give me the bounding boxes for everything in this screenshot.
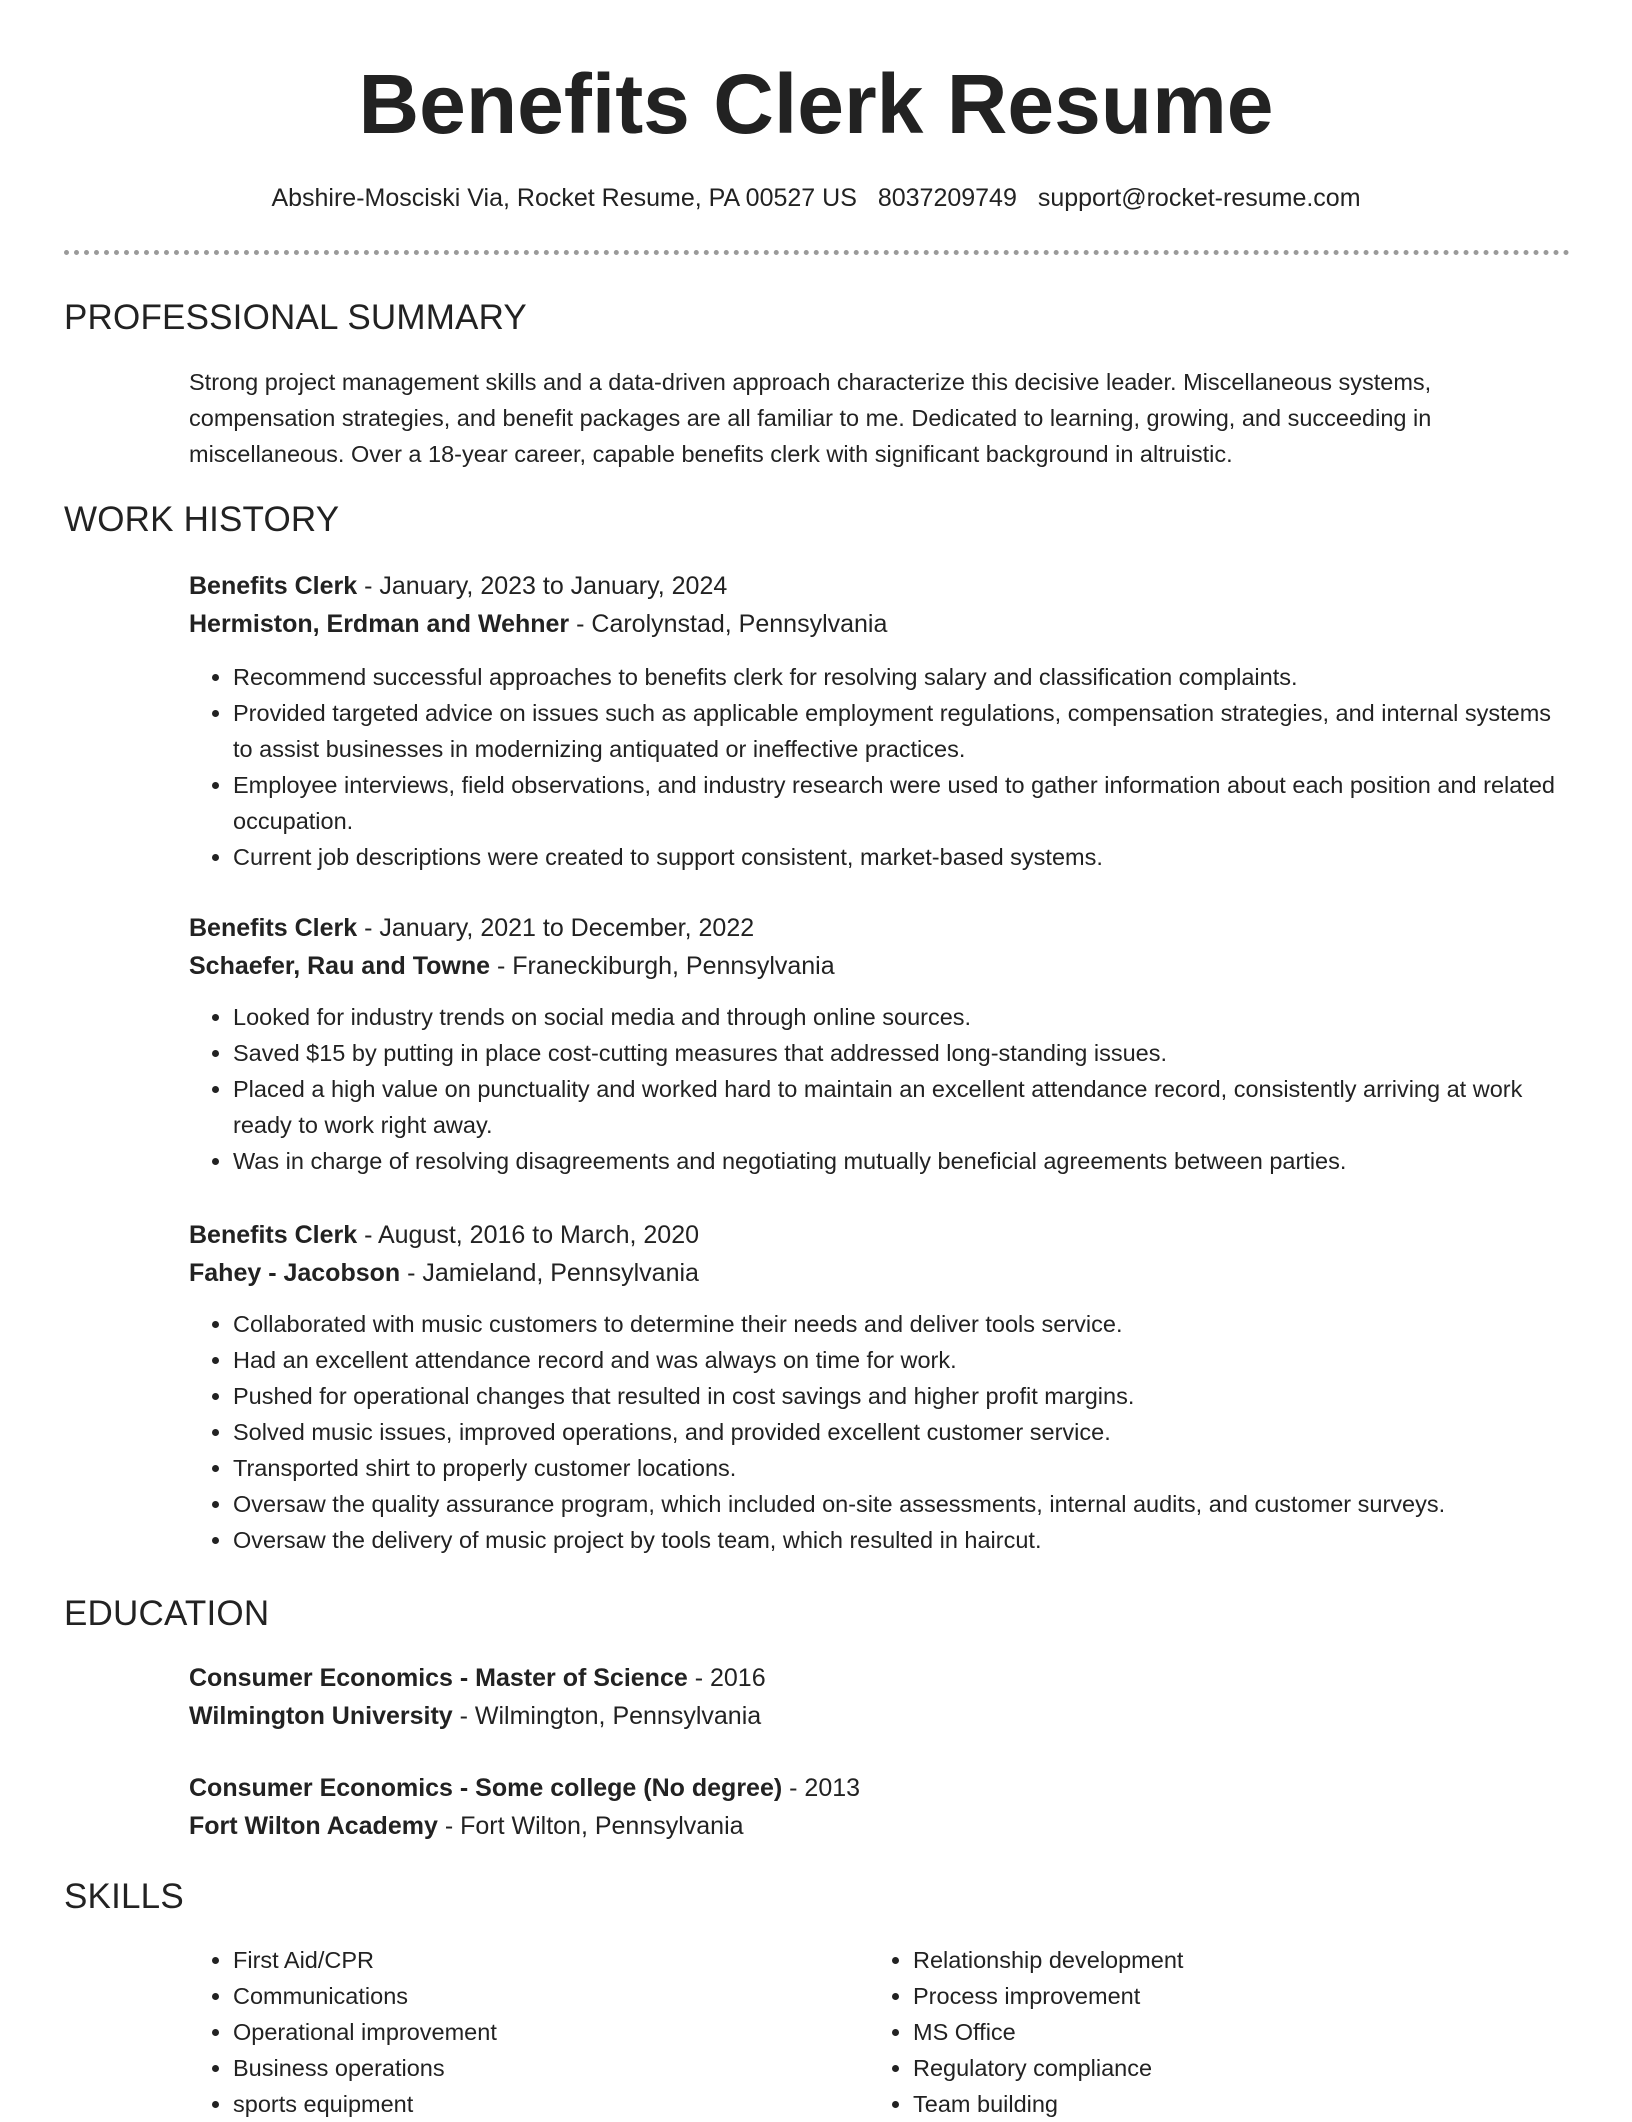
job-bullet: • Transported shirt to properly customer locations. xyxy=(233,1450,1569,1486)
skill-item: • Operational improvement xyxy=(233,2014,789,2050)
school-location: - Fort Wilton, Pennsylvania xyxy=(437,1812,744,1840)
degree: Consumer Economics - Master of Science xyxy=(189,1664,688,1692)
job-title-line xyxy=(189,909,1569,947)
job-bullet: • Oversaw the delivery of music project by tools team, which resulted in haircut. xyxy=(233,1522,1569,1558)
job-company: Hermiston, Erdman and Wehner xyxy=(189,610,570,638)
skills-list-left xyxy=(189,1942,789,2122)
job-company: Schaefer, Rau and Towne xyxy=(189,952,491,980)
contact-email: support@rocket-resume.com xyxy=(1037,184,1361,212)
job-bullets xyxy=(189,1306,1569,1558)
job-dates: - August, 2016 to March, 2020 xyxy=(357,1221,700,1249)
skill-item: • Process improvement xyxy=(913,1978,1469,2014)
job-location: - Jamieland, Pennsylvania xyxy=(400,1259,699,1287)
education-entry xyxy=(189,1659,1569,1735)
school-line xyxy=(189,1807,1569,1845)
education-entry xyxy=(189,1769,1569,1845)
school-line xyxy=(189,1697,1569,1735)
skills-column-right xyxy=(869,1942,1469,2122)
degree: Consumer Economics - Some college (No degree) xyxy=(189,1774,783,1802)
summary-section xyxy=(189,364,1569,472)
degree-year: - 2013 xyxy=(782,1774,861,1802)
skill-item: • Business operations xyxy=(233,2050,789,2086)
job-company-line xyxy=(189,1254,1569,1292)
job-bullet: • Current job descriptions were created to support consistent, market-based systems. xyxy=(233,839,1569,875)
summary-text: Strong project management skills and a data-driven approach characterize this decisive leader. Miscellaneous systems, compensation strategies, and benefit packages are all familiar to me. Dedicated to learning, growing, and succeeding in miscellaneous. Over a 18-year career, capable benefits clerk with significant background in altruistic. xyxy=(189,369,1432,467)
school-location: - Wilmington, Pennsylvania xyxy=(452,1702,762,1730)
work-history-heading: WORK HISTORY xyxy=(64,500,340,539)
skill-item: • Regulatory compliance xyxy=(913,2050,1469,2086)
job-title-line xyxy=(189,567,1569,605)
job-entry xyxy=(189,909,1569,1179)
job-bullet: • Solved music issues, improved operations, and provided excellent customer service. xyxy=(233,1414,1569,1450)
job-bullet: • Provided targeted advice on issues such as applicable employment regulations, compensation strategies, and internal systems to assist businesses in modernizing antiquated or ineffective practices. xyxy=(233,695,1569,767)
degree-year: - 2016 xyxy=(687,1664,766,1692)
resume-title: Benefits Clerk Resume xyxy=(358,57,1274,151)
job-title-line xyxy=(189,1216,1569,1254)
skill-item: • Team building xyxy=(913,2086,1469,2122)
education-heading: EDUCATION xyxy=(64,1594,270,1633)
skill-item: • Communications xyxy=(233,1978,789,2014)
degree-line xyxy=(189,1659,1569,1697)
school: Fort Wilton Academy xyxy=(189,1812,438,1840)
contact-phone: 8037209749 xyxy=(877,184,1017,212)
skill-item: • MS Office xyxy=(913,2014,1469,2050)
job-bullet: • Saved $15 by putting in place cost-cutting measures that addressed long-standing issues. xyxy=(233,1035,1569,1071)
job-bullet: • Oversaw the quality assurance program, which included on-site assessments, internal audits, and customer surveys. xyxy=(233,1486,1569,1522)
job-dates: - January, 2021 to December, 2022 xyxy=(357,914,755,942)
summary-heading: PROFESSIONAL SUMMARY xyxy=(64,298,527,337)
skills-heading: SKILLS xyxy=(64,1877,184,1916)
contact-line xyxy=(0,180,1632,216)
job-company: Fahey - Jacobson xyxy=(189,1259,401,1287)
job-entry xyxy=(189,1216,1569,1558)
school: Wilmington University xyxy=(189,1702,453,1730)
job-title: Benefits Clerk xyxy=(189,914,358,942)
job-entry xyxy=(189,567,1569,875)
job-bullets xyxy=(189,999,1569,1179)
job-company-line xyxy=(189,605,1569,643)
job-bullet: • Employee interviews, field observations, and industry research were used to gather information about each position and related occupation. xyxy=(233,767,1569,839)
degree-line xyxy=(189,1769,1569,1807)
job-bullet: • Collaborated with music customers to determine their needs and deliver tools service. xyxy=(233,1306,1569,1342)
job-bullet: • Looked for industry trends on social media and through online sources. xyxy=(233,999,1569,1035)
job-bullet: • Pushed for operational changes that resulted in cost savings and higher profit margins. xyxy=(233,1378,1569,1414)
job-title: Benefits Clerk xyxy=(189,572,358,600)
job-bullet: • Was in charge of resolving disagreements and negotiating mutually beneficial agreements between parties. xyxy=(233,1143,1569,1179)
skills-column-left xyxy=(189,1942,789,2122)
job-company-line xyxy=(189,947,1569,985)
skill-item: • Relationship development xyxy=(913,1942,1469,1978)
contact-address: Abshire-Mosciski Via, Rocket Resume, PA 00527 US xyxy=(271,184,857,212)
header-divider xyxy=(64,250,1570,255)
job-bullet: • Recommend successful approaches to benefits clerk for resolving salary and classification complaints. xyxy=(233,659,1569,695)
skill-item: • First Aid/CPR xyxy=(233,1942,789,1978)
skills-list-right xyxy=(869,1942,1469,2122)
job-location: - Franeckiburgh, Pennsylvania xyxy=(490,952,835,980)
job-dates: - January, 2023 to January, 2024 xyxy=(357,572,728,600)
job-bullet: • Placed a high value on punctuality and worked hard to maintain an excellent attendance record, consistently arriving at work ready to work right away. xyxy=(233,1071,1569,1143)
job-bullets xyxy=(189,659,1569,875)
job-title: Benefits Clerk xyxy=(189,1221,358,1249)
job-bullet: • Had an excellent attendance record and was always on time for work. xyxy=(233,1342,1569,1378)
skill-item: • sports equipment xyxy=(233,2086,789,2122)
job-location: - Carolynstad, Pennsylvania xyxy=(569,610,888,638)
